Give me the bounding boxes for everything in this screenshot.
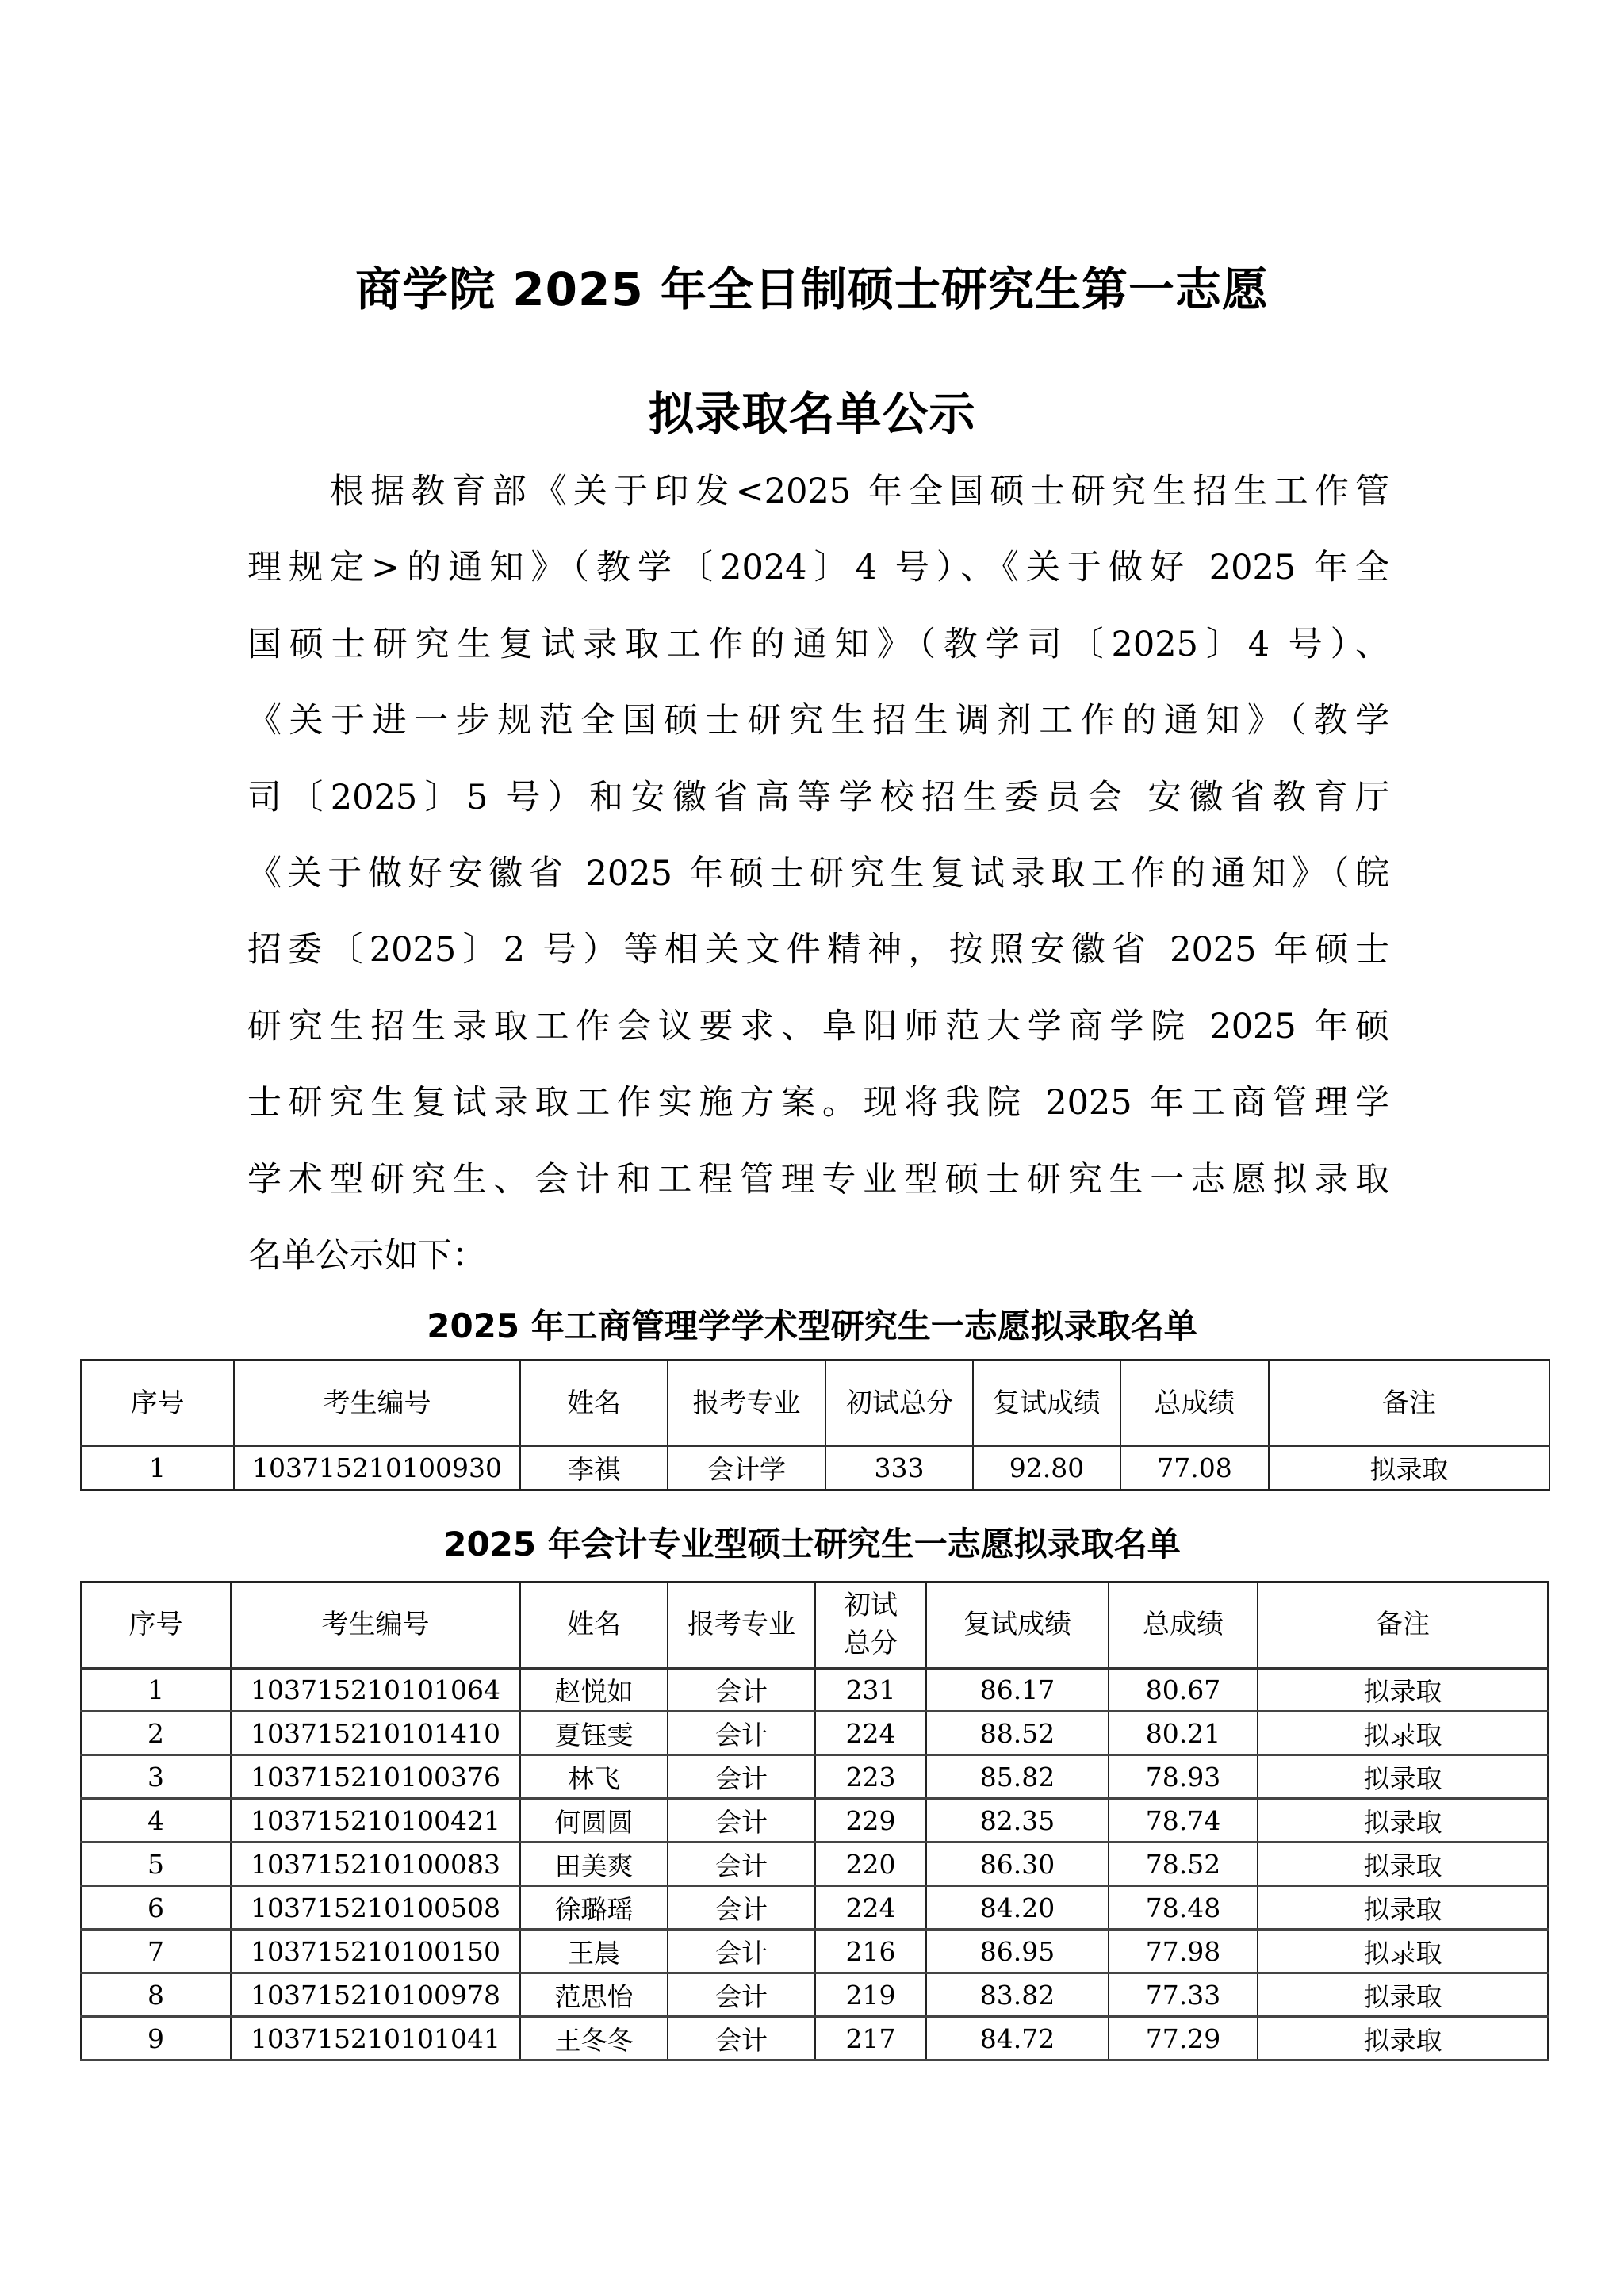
- table-row: [81, 1843, 1548, 1886]
- table-row: [81, 1930, 1548, 1973]
- cell-major: 会计: [668, 1930, 815, 1973]
- cell-candidate-id: 103715210100083: [231, 1843, 520, 1886]
- cell-candidate-id: 103715210100421: [231, 1799, 520, 1843]
- cell-candidate-id: 103715210100150: [231, 1930, 520, 1973]
- cell-name: 何圆圆: [520, 1799, 668, 1843]
- academic-admission-table: [80, 1359, 1550, 1491]
- cell-retest-score: 86.17: [926, 1668, 1109, 1712]
- cell-name: 王冬冬: [520, 2017, 668, 2061]
- table-row: [81, 1712, 1548, 1755]
- cell-name: 赵悦如: [520, 1668, 668, 1712]
- table-row: [81, 1973, 1548, 2017]
- intro-line: 司〔2025〕5 号）和安徽省高等学校招生委员会 安徽省教育厅: [247, 777, 1389, 817]
- intro-line: 招委〔2025〕2 号）等相关文件精神，按照安徽省 2025 年硕士: [247, 930, 1389, 970]
- cell-candidate-id: 103715210100376: [231, 1755, 520, 1799]
- cell-major: 会计: [668, 1973, 815, 2017]
- cell-initial-score: 220: [815, 1843, 926, 1886]
- cell-seq: 5: [81, 1843, 231, 1886]
- intro-line: 根据教育部《关于印发<2025 年全国硕士研究生招生工作管: [330, 472, 1389, 511]
- header-initial-score: 初试总分: [825, 1360, 973, 1446]
- cell-seq: 7: [81, 1930, 231, 1973]
- table-row: [81, 2017, 1548, 2061]
- cell-remark: 拟录取: [1258, 1886, 1548, 1930]
- cell-remark: 拟录取: [1258, 1973, 1548, 2017]
- cell-seq: 3: [81, 1755, 231, 1799]
- document-title-line-1: 商学院 2025 年全日制硕士研究生第一志愿: [355, 262, 1269, 316]
- cell-initial-score: 223: [815, 1755, 926, 1799]
- cell-initial-score: 224: [815, 1712, 926, 1755]
- cell-retest-score: 85.82: [926, 1755, 1109, 1799]
- header-name: 姓名: [520, 1360, 668, 1446]
- cell-retest-score: 86.30: [926, 1843, 1109, 1886]
- cell-total-score: 78.52: [1109, 1843, 1258, 1886]
- cell-remark: 拟录取: [1258, 1755, 1548, 1799]
- cell-seq: 9: [81, 2017, 231, 2061]
- cell-total-score: 78.74: [1109, 1799, 1258, 1843]
- cell-initial-score: 219: [815, 1973, 926, 2017]
- cell-total-score: 80.21: [1109, 1712, 1258, 1755]
- cell-total-score: 78.93: [1109, 1755, 1258, 1799]
- cell-total-score: 78.48: [1109, 1886, 1258, 1930]
- cell-retest-score: 86.95: [926, 1930, 1109, 1973]
- table-row: [81, 1886, 1548, 1930]
- cell-retest-score: 84.20: [926, 1886, 1109, 1930]
- cell-major: 会计: [668, 1886, 815, 1930]
- cell-remark: 拟录取: [1258, 1930, 1548, 1973]
- header-total-score: 总成绩: [1109, 1582, 1258, 1668]
- table-header-row: [81, 1360, 1549, 1446]
- cell-retest-score: 83.82: [926, 1973, 1109, 2017]
- table-row: [81, 1446, 1549, 1490]
- cell-total-score: 77.08: [1120, 1446, 1269, 1490]
- cell-seq: 1: [81, 1446, 234, 1490]
- header-remark: 备注: [1258, 1582, 1548, 1668]
- cell-retest-score: 82.35: [926, 1799, 1109, 1843]
- header-seq: 序号: [81, 1582, 231, 1668]
- intro-line: 研究生招生录取工作会议要求、阜阳师范大学商学院 2025 年硕: [247, 1006, 1389, 1047]
- header-seq: 序号: [81, 1360, 234, 1446]
- cell-major: 会计学: [668, 1446, 825, 1490]
- intro-line: 《关于进一步规范全国硕士研究生招生调剂工作的通知》（教学: [247, 701, 1389, 741]
- cell-retest-score: 92.80: [973, 1446, 1120, 1490]
- table-header-row: [81, 1582, 1548, 1668]
- cell-total-score: 77.29: [1109, 2017, 1258, 2061]
- cell-candidate-id: 103715210101410: [231, 1712, 520, 1755]
- cell-seq: 8: [81, 1973, 231, 2017]
- header-name: 姓名: [520, 1582, 668, 1668]
- cell-major: 会计: [668, 1843, 815, 1886]
- cell-seq: 1: [81, 1668, 231, 1712]
- cell-total-score: 77.98: [1109, 1930, 1258, 1973]
- cell-candidate-id: 103715210101041: [231, 2017, 520, 2061]
- cell-name: 林飞: [520, 1755, 668, 1799]
- cell-initial-score: 224: [815, 1886, 926, 1930]
- header-candidate-id: 考生编号: [231, 1582, 520, 1668]
- cell-candidate-id: 103715210101064: [231, 1668, 520, 1712]
- accounting-admission-table: [80, 1581, 1549, 2061]
- cell-major: 会计: [668, 1799, 815, 1843]
- cell-initial-score: 333: [825, 1446, 973, 1490]
- cell-remark: 拟录取: [1258, 1668, 1548, 1712]
- cell-name: 李祺: [520, 1446, 668, 1490]
- cell-candidate-id: 103715210100508: [231, 1886, 520, 1930]
- cell-remark: 拟录取: [1258, 1799, 1548, 1843]
- intro-line: 名单公示如下：: [247, 1236, 486, 1276]
- intro-line: 学术型研究生、会计和工程管理专业型硕士研究生一志愿拟录取: [247, 1159, 1389, 1200]
- cell-remark: 拟录取: [1269, 1446, 1549, 1490]
- cell-remark: 拟录取: [1258, 1843, 1548, 1886]
- header-total-score: 总成绩: [1120, 1360, 1269, 1446]
- table-row: [81, 1755, 1548, 1799]
- cell-initial-score: 229: [815, 1799, 926, 1843]
- cell-seq: 6: [81, 1886, 231, 1930]
- cell-candidate-id: 103715210100978: [231, 1973, 520, 2017]
- cell-remark: 拟录取: [1258, 2017, 1548, 2061]
- cell-name: 田美爽: [520, 1843, 668, 1886]
- cell-initial-score: 216: [815, 1930, 926, 1973]
- intro-line: 《关于做好安徽省 2025 年硕士研究生复试录取工作的通知》（皖: [247, 854, 1389, 894]
- header-remark: 备注: [1269, 1360, 1549, 1446]
- header-major: 报考专业: [668, 1360, 825, 1446]
- cell-name: 王晨: [520, 1930, 668, 1973]
- cell-total-score: 77.33: [1109, 1973, 1258, 2017]
- cell-seq: 4: [81, 1799, 231, 1843]
- cell-initial-score: 231: [815, 1668, 926, 1712]
- table1-title: 2025 年工商管理学学术型研究生一志愿拟录取名单: [427, 1307, 1197, 1345]
- cell-initial-score: 217: [815, 2017, 926, 2061]
- header-major: 报考专业: [668, 1582, 815, 1668]
- cell-major: 会计: [668, 1755, 815, 1799]
- cell-remark: 拟录取: [1258, 1712, 1548, 1755]
- intro-line: 士研究生复试录取工作实施方案。现将我院 2025 年工商管理学: [247, 1083, 1389, 1123]
- table-row: [81, 1668, 1548, 1712]
- cell-retest-score: 84.72: [926, 2017, 1109, 2061]
- cell-retest-score: 88.52: [926, 1712, 1109, 1755]
- cell-seq: 2: [81, 1712, 231, 1755]
- table2-title: 2025 年会计专业型硕士研究生一志愿拟录取名单: [443, 1525, 1181, 1563]
- header-initial-score: 初试总分: [815, 1582, 926, 1668]
- intro-line: 国硕士研究生复试录取工作的通知》（教学司〔2025〕4 号）、: [247, 624, 1389, 664]
- header-retest-score: 复试成绩: [926, 1582, 1109, 1668]
- header-retest-score: 复试成绩: [973, 1360, 1120, 1446]
- table-row: [81, 1799, 1548, 1843]
- header-candidate-id: 考生编号: [234, 1360, 520, 1446]
- document-title-line-2: 拟录取名单公示: [648, 387, 976, 441]
- cell-major: 会计: [668, 1712, 815, 1755]
- intro-paragraph: [247, 453, 1389, 1294]
- cell-name: 范思怡: [520, 1973, 668, 2017]
- cell-candidate-id: 103715210100930: [234, 1446, 520, 1490]
- cell-name: 夏钰雯: [520, 1712, 668, 1755]
- cell-major: 会计: [668, 1668, 815, 1712]
- intro-line: 理规定>的通知》（教学〔2024〕4 号）、《关于做好 2025 年全: [247, 548, 1389, 588]
- cell-major: 会计: [668, 2017, 815, 2061]
- cell-total-score: 80.67: [1109, 1668, 1258, 1712]
- cell-name: 徐璐瑶: [520, 1886, 668, 1930]
